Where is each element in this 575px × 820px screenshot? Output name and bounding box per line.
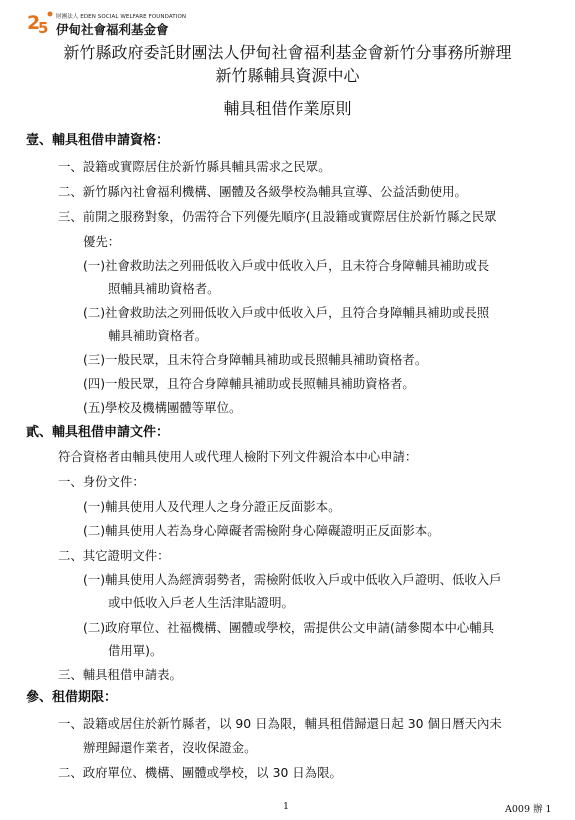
logo-org-english: 財團法人 EDEN SOCIAL WELFARE FOUNDATION	[56, 14, 187, 20]
section-1-item-3: 三、前開之服務對象，仍需符合下列優先順序(且設籍或實際居住於新竹縣之民眾	[58, 209, 497, 224]
section-2-item-1b: (二)輔具使用人若為身心障礙者需檢附身心障礙證明正反面影本。	[83, 523, 440, 538]
svg-text:5: 5	[38, 19, 49, 37]
priority-2-cont: 輔具補助資格者。	[108, 328, 208, 343]
priority-4: (四)一般民眾，且符合身障輔具補助或長照輔具補助資格者。	[83, 376, 415, 391]
document-title: 輔具租借作業原則	[223, 99, 352, 118]
section-2-intro: 符合資格者由輔具使用人或代理人檢附下列文件親洽本中心申請：	[58, 449, 418, 464]
section-1-item-3-cont: 優先：	[83, 234, 121, 249]
section-2-item-2b-cont: 借用單)。	[108, 643, 163, 658]
section-1-item-1: 一、設籍或實際居住於新竹縣具輔具需求之民眾。	[58, 159, 331, 174]
section-1-heading: 壹、輔具租借申請資格：	[26, 133, 170, 148]
section-2-heading: 貳、輔具租借申請文件：	[26, 425, 170, 440]
section-1-item-2: 二、新竹縣內社會福利機構、團體及各級學校為輔具宣導、公益活動使用。	[58, 184, 467, 199]
section-2-item-1a: (一)輔具使用人及代理人之身分證正反面影本。	[83, 499, 341, 514]
section-3-item-1-cont: 辦理歸還作業者，沒收保證金。	[83, 740, 257, 755]
foundation-logo	[26, 8, 187, 38]
section-2-item-1: 一、身份文件：	[58, 474, 145, 489]
section-2-item-2: 二、其它證明文件：	[58, 548, 170, 563]
logo-org-name: 伊甸社會福利基金會	[56, 22, 169, 37]
priority-3: (三)一般民眾，且未符合身障輔具補助或長照輔具補助資格者。	[83, 352, 428, 367]
priority-2: (二)社會救助法之列冊低收入戶或中低收入戶，且符合身障輔具補助或長照	[83, 305, 490, 320]
section-2-item-2a-cont: 或中低收入戶老人生活津貼證明。	[108, 595, 294, 610]
section-2-item-2a: (一)輔具使用人為經濟弱勢者，需檢附低收入戶或中低收入戶證明、低收入戶	[83, 572, 502, 587]
page-number: 1	[283, 801, 290, 812]
priority-5: (五)學校及機構團體等單位。	[83, 400, 242, 415]
header-line-2: 新竹縣輔具資源中心	[215, 66, 360, 85]
section-3-heading: 參、租借期限：	[26, 690, 118, 705]
section-3-item-2: 二、政府單位、機構、團體或學校，以 30 日為限。	[58, 765, 342, 780]
svg-text:2: 2	[27, 12, 41, 34]
eden-logo-icon	[26, 8, 56, 38]
document-code: A009 辦 1	[505, 804, 552, 815]
section-2-item-3: 三、輔具租借申請表。	[58, 667, 182, 682]
header-line-1: 新竹縣政府委託財團法人伊甸社會福利基金會新竹分事務所辦理	[63, 43, 512, 62]
section-2-item-2b: (二)政府單位、社福機構、團體或學校，需提供公文申請(請參閱本中心輔具	[83, 620, 495, 635]
priority-1-cont: 照輔具補助資格者。	[108, 281, 220, 296]
section-3-item-1: 一、設籍或居住於新竹縣者，以 90 日為限，輔具租借歸還日起 30 個日曆天內未	[58, 716, 502, 731]
priority-1: (一)社會救助法之列冊低收入戶或中低收入戶，且未符合身障輔具補助或長	[83, 258, 490, 273]
